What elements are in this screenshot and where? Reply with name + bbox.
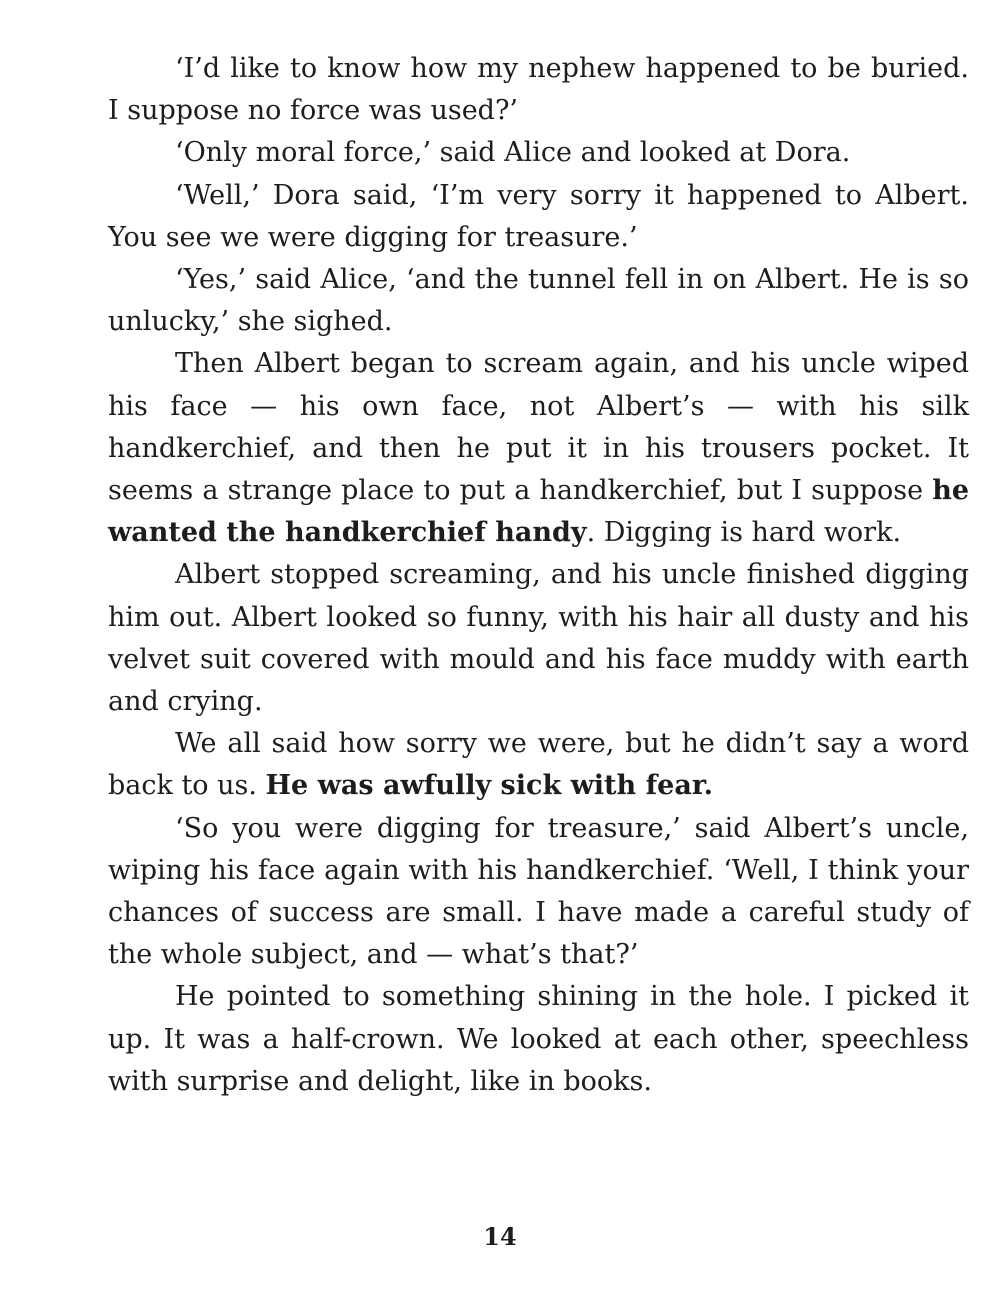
text-run: ‘I’d like to know how my nephew happened to be buried. I suppose no force was used?’ (108, 53, 969, 127)
text-run: ‘Only moral force,’ said Alice and looked at Dora. (175, 137, 851, 169)
paragraph (108, 132, 969, 174)
paragraph (108, 976, 969, 1103)
text-run: We all said how sorry we were, but he didn’t say a word back to us. (108, 728, 969, 802)
bold-text-run: He was awfully sick with fear. (265, 770, 713, 802)
paragraph (108, 808, 969, 977)
paragraph (108, 175, 969, 259)
paragraph (108, 343, 969, 554)
text-run: . Digging is hard work. (586, 517, 902, 549)
paragraph (108, 48, 969, 132)
paragraph (108, 259, 969, 343)
page-body (108, 48, 969, 1103)
paragraph (108, 723, 969, 807)
text-run: Albert stopped screaming, and his uncle finished digging him out. Albert looked so funny, with his hair all dusty and his velvet suit covered with mould and his face muddy with earth and crying. (108, 559, 969, 718)
page-number: 14 (483, 1222, 517, 1251)
text-run: ‘Yes,’ said Alice, ‘and the tunnel fell in on Albert. He is so unlucky,’ she sighed. (108, 264, 969, 338)
paragraph (108, 554, 969, 723)
text-run: Then Albert began to scream again, and his uncle wiped his face — his own face, not Albert’s — with his silk handkerchief, and then he put it in his trousers pocket. It seems a strange place to put a handkerchief, but I suppose (108, 348, 969, 507)
text-run: He pointed to something shining in the hole. I picked it up. It was a half-crown. We looked at each other, speechless with surprise and delight, like in books. (108, 981, 969, 1097)
bold-text-run: he wanted the handkerchief handy (108, 475, 969, 549)
text-run: ‘Well,’ Dora said, ‘I’m very sorry it happened to Albert. You see we were digging for treasure.’ (108, 179, 969, 253)
text-run: ‘So you were digging for treasure,’ said Albert’s uncle, wiping his face again with his handkerchief. ‘Well, I think your chances of success are small. I have made a careful study of the whole subject, and — what’s that?’ (108, 812, 969, 971)
